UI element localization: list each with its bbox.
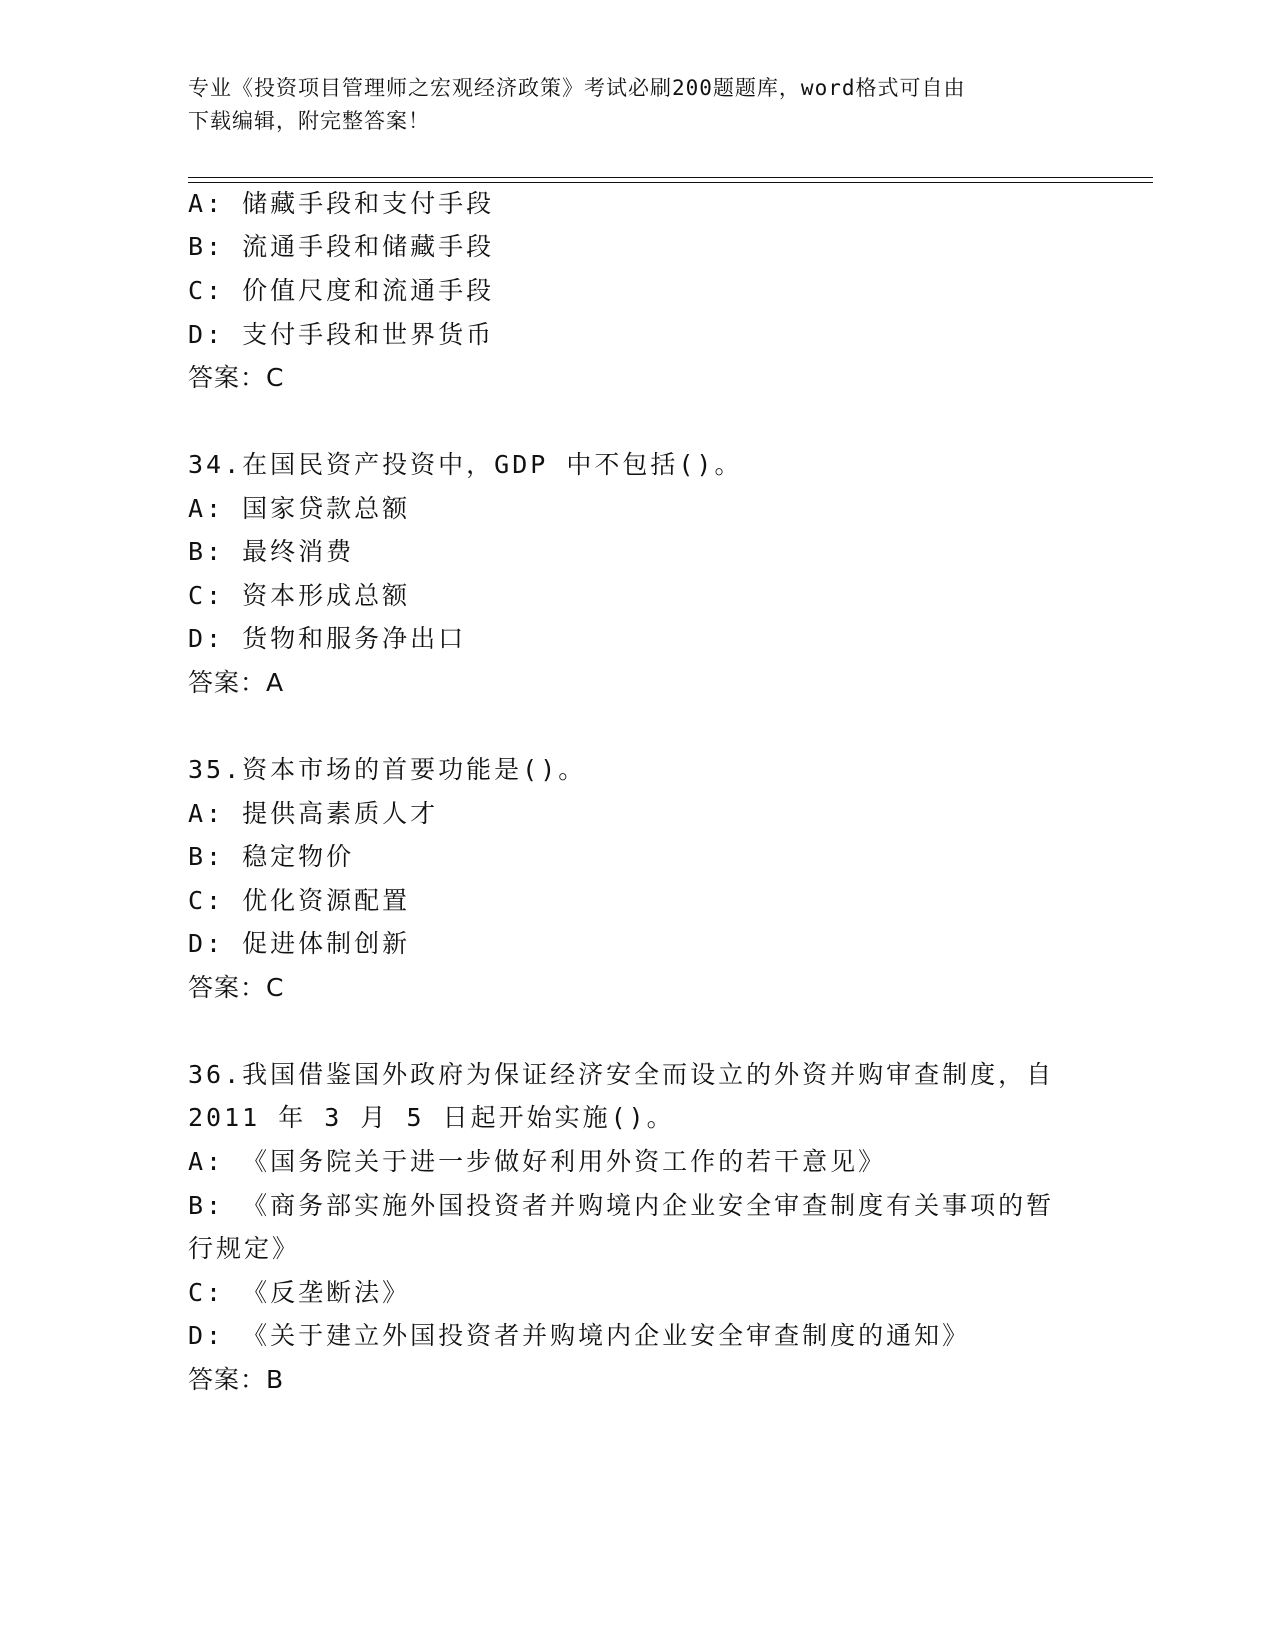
q34-answer: 答案：A — [188, 668, 285, 697]
q35-option-b: B: 稳定物价 — [188, 842, 355, 871]
header-divider-bottom — [188, 182, 1153, 183]
q36-option-b-line-2: 行规定》 — [188, 1234, 301, 1263]
prev-option-a: A: 储藏手段和支付手段 — [188, 189, 495, 218]
q34-option-d: D: 货物和服务净出口 — [188, 624, 467, 653]
header-line-1: 专业《投资项目管理师之宏观经济政策》考试必刷200题题库，word格式可自由 — [188, 76, 966, 100]
header-divider-top — [188, 177, 1153, 178]
prev-answer: 答案：C — [188, 363, 285, 392]
q36-stem-line-2: 2011 年 3 月 5 日起开始实施()。 — [188, 1103, 675, 1132]
q36-option-c: C: 《反垄断法》 — [188, 1278, 411, 1307]
prev-option-d: D: 支付手段和世界货币 — [188, 320, 495, 349]
q34-option-a: A: 国家贷款总额 — [188, 494, 411, 523]
prev-option-c: C: 价值尺度和流通手段 — [188, 276, 495, 305]
q34-option-c: C: 资本形成总额 — [188, 581, 411, 610]
q35-answer: 答案：C — [188, 973, 285, 1002]
q36-option-b-line-1: B: 《商务部实施外国投资者并购境内企业安全审查制度有关事项的暂 — [188, 1191, 1055, 1220]
q34-option-b: B: 最终消费 — [188, 537, 355, 566]
q36-option-d: D: 《关于建立外国投资者并购境内企业安全审查制度的通知》 — [188, 1321, 971, 1350]
prev-option-b: B: 流通手段和储藏手段 — [188, 232, 495, 261]
q35-option-a: A: 提供高素质人才 — [188, 799, 439, 828]
document-header — [188, 72, 1088, 138]
q35-option-c: C: 优化资源配置 — [188, 886, 411, 915]
q36-option-a: A: 《国务院关于进一步做好利用外资工作的若干意见》 — [188, 1147, 887, 1176]
q35-stem: 35.资本市场的首要功能是()。 — [188, 755, 587, 784]
q35-option-d: D: 促进体制创新 — [188, 929, 411, 958]
header-line-2: 下载编辑，附完整答案！ — [188, 109, 430, 133]
q36-stem-line-1: 36.我国借鉴国外政府为保证经济安全而设立的外资并购审查制度，自 — [188, 1060, 1055, 1089]
q36-answer: 答案：B — [188, 1365, 285, 1394]
q34-stem: 34.在国民资产投资中，GDP 中不包括()。 — [188, 450, 743, 479]
